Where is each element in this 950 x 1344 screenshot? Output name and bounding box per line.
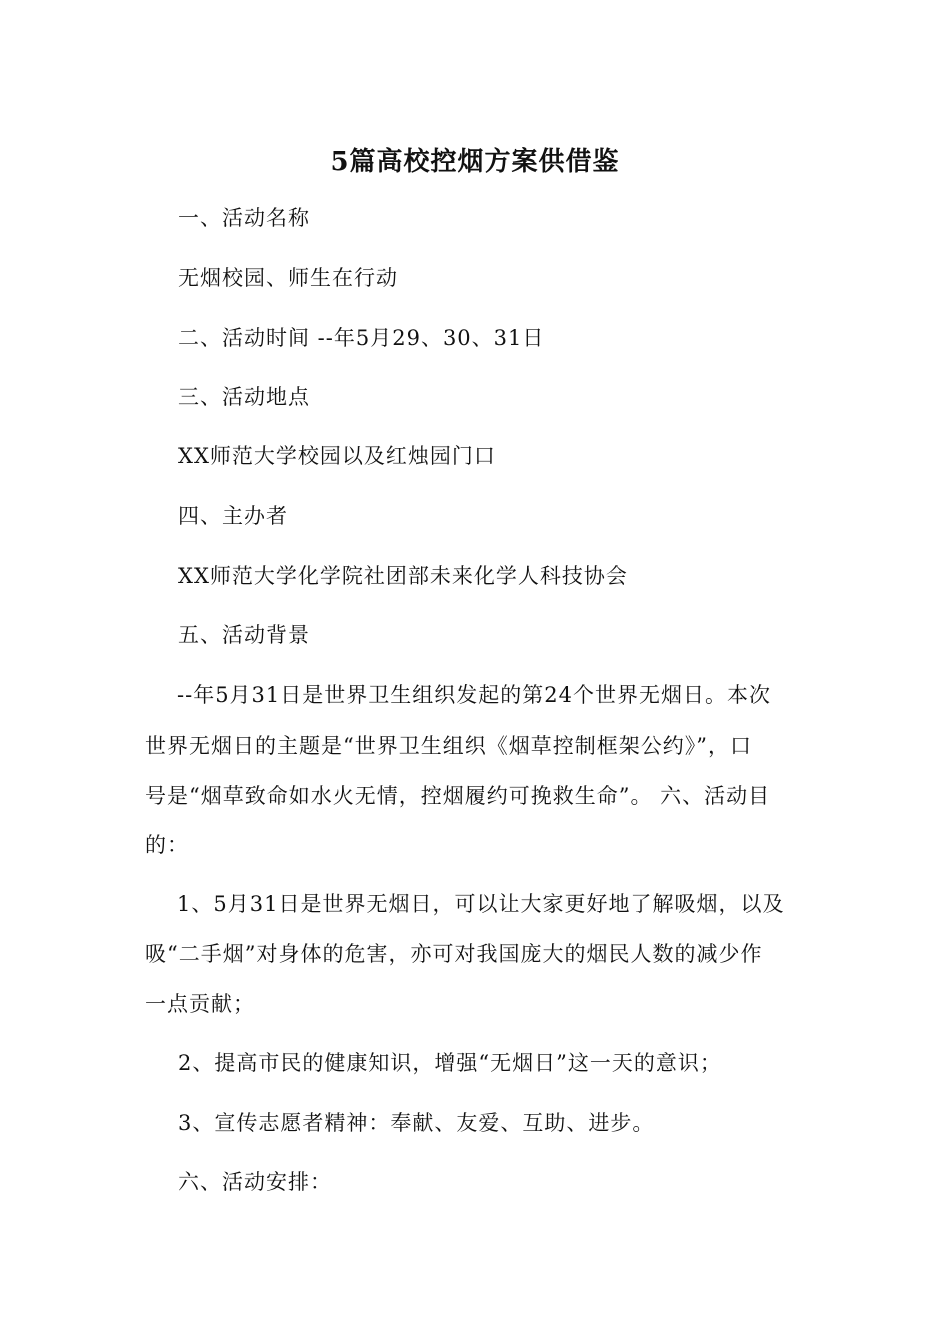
activity-location-text: XX师范大学校园以及红烛园门口 — [178, 444, 496, 468]
purpose-1-line-1: 1、5月31日是世界无烟日，可以让大家更好地了解吸烟，以及 — [177, 892, 785, 916]
heading-organizer: 四、主办者 — [178, 504, 288, 528]
background-line-2: 世界无烟日的主题是“世界卫生组织《烟草控制框架公约》”，口 — [145, 734, 752, 758]
heading-background: 五、活动背景 — [178, 623, 310, 647]
purpose-1-line-2: 吸“二手烟”对身体的危害，亦可对我国庞大的烟民人数的减少作 — [145, 942, 763, 966]
background-line-1: --年5月31日是世界卫生组织发起的第24个世界无烟日。本次 — [177, 683, 771, 707]
purpose-2: 2、提高市民的健康知识，增强“无烟日”这一天的意识； — [178, 1051, 722, 1075]
document-title: 5篇高校控烟方案供借鉴 — [330, 147, 620, 177]
activity-name-text: 无烟校园、师生在行动 — [178, 266, 398, 290]
heading-activity-name: 一、活动名称 — [178, 206, 310, 230]
background-line-3: 号是“烟草致命如水火无情，控烟履约可挽救生命”。 六、活动目 — [145, 784, 771, 808]
heading-activity-time: 二、活动时间 --年5月29、30、31日 — [178, 326, 545, 350]
purpose-1-line-3: 一点贡献； — [145, 992, 255, 1016]
heading-arrangement: 六、活动安排： — [178, 1170, 332, 1194]
heading-activity-location: 三、活动地点 — [178, 385, 310, 409]
purpose-3: 3、宣传志愿者精神：奉献、友爱、互助、进步。 — [178, 1111, 655, 1135]
organizer-text: XX师范大学化学院社团部未来化学人科技协会 — [178, 564, 628, 588]
background-line-4: 的： — [145, 833, 189, 857]
